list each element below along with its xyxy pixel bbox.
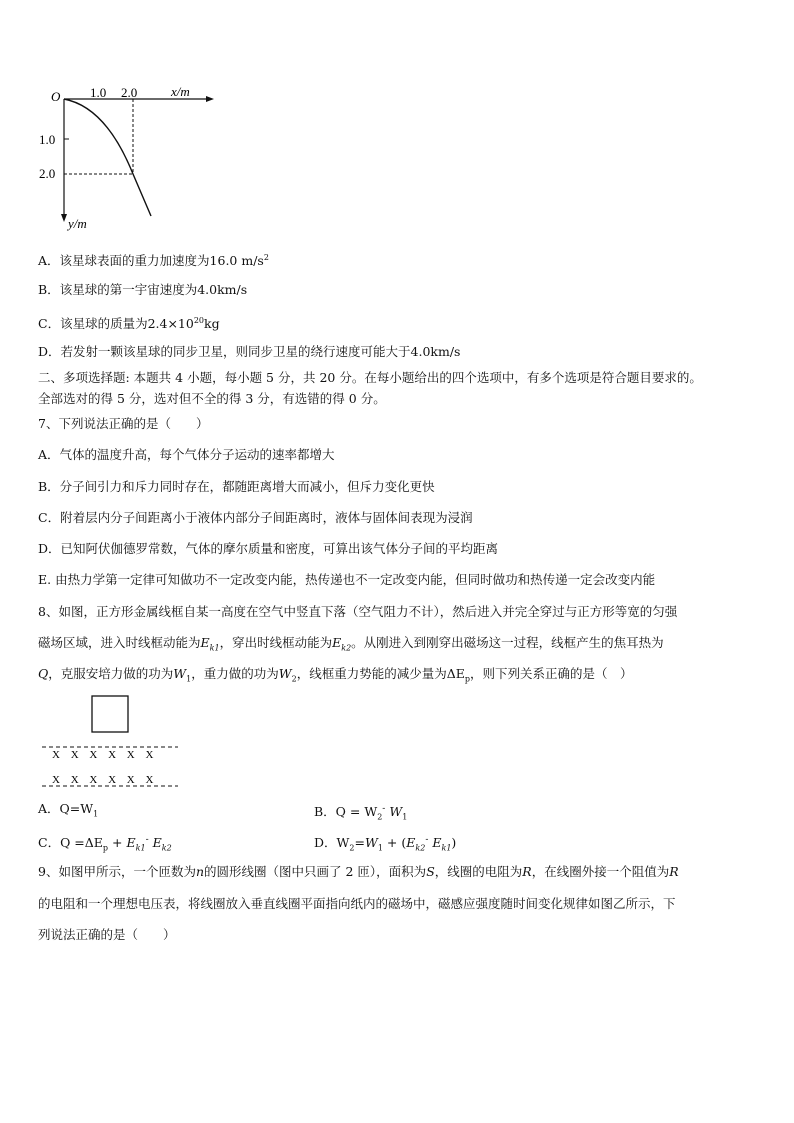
q6-option-d: D．若发射一颗该星球的同步卫星，则同步卫星的绕行速度可能大于4.0km/s [38, 344, 461, 359]
magnetic-field-figure [38, 690, 188, 790]
q8-stem-line3: Q，克服安培力做的功为$W_1$，重力做的功为$W_2$，线框重力势能的减少量为$\Delta E_p$，则下列关系正确的是（ ） [38, 666, 633, 684]
trajectory-curve [64, 99, 151, 216]
field-marks-row-2: X X X X X X [52, 774, 158, 786]
section-2-instructions: 二、多项选择题: 本题共 4 小题，每小题 5 分，共 20 分。在每小题给出的四个选项中，有多个选项是符合题目要求的。 [38, 370, 702, 385]
trajectory-graph [30, 82, 250, 232]
q6-option-c: C．该星球的质量为$2.4\times 10^{20}kg$ [38, 316, 220, 332]
q8-option-a: A．$Q=W_1$ [38, 801, 99, 819]
x-axis-label: x/m [171, 84, 190, 99]
section-2-instructions-cont: 全部选对的得 5 分，选对但不全的得 3 分，有选错的得 0 分。 [38, 391, 386, 406]
q7-option-b: B．分子间引力和斥力同时存在，都随距离增大而减小，但斥力变化更快 [38, 479, 435, 494]
q8-option-d: D．$W_2=W_1 + (E_{k2}^-$ $E_{k1}$) [314, 835, 457, 853]
q8-option-c: C．$Q =\Delta E_p + E_{k1}^-$ $E_{k2}$ [38, 835, 172, 853]
field-marks-row-1: X X X X X X [52, 749, 158, 761]
q7-option-d: D．已知阿伏伽德罗常数，气体的摩尔质量和密度，可算出该气体分子间的平均距离 [38, 541, 499, 556]
q7-option-e: E. 由热力学第一定律可知做功不一定改变内能，热传递也不一定改变内能，但同时做功和热传递一定会改变内能 [38, 572, 656, 587]
square-coil [92, 696, 128, 732]
q7-stem: 7、下列说法正确的是（ ） [38, 416, 209, 431]
q9-stem-line1: 9、如图甲所示，一个匝数为n的圆形线圈（图中只画了 2 匝），面积为S，线圈的电阻为R，在线圈外接一个阻值为R [38, 864, 679, 879]
q7-option-c: C．附着层内分子间距离小于液体内部分子间距离时，液体与固体间表现为浸润 [38, 510, 473, 525]
q8-stem-line2: 磁场区域，进入时线框动能为$E_{k1}$，穿出时线框动能为$E_{k2}$。从刚进入到刚穿出磁场这一过程，线框产生的焦耳热为 [38, 635, 664, 653]
q8-option-b: B．$Q = W_2^-$ $W_1$ [314, 804, 408, 822]
q6-option-b: B．该星球的第一宇宙速度为4.0km/s [38, 282, 248, 297]
x-tick-label-2: 2.0 [121, 85, 138, 100]
y-tick-label-1: 1.0 [39, 132, 56, 147]
x-axis-arrow [206, 96, 214, 102]
q6-option-a: A．该星球表面的重力加速度为16.0 $m/s^2$ [38, 253, 269, 269]
y-axis-arrow [61, 214, 67, 222]
origin-label: O [51, 89, 61, 104]
q8-stem-line1: 8、如图，正方形金属线框自某一高度在空气中竖直下落（空气阻力不计），然后进入并完全穿过与正方形等宽的匀强 [38, 604, 678, 619]
y-tick-label-2: 2.0 [39, 166, 56, 181]
x-tick-label-1: 1.0 [90, 85, 107, 100]
q7-option-a: A．气体的温度升高，每个气体分子运动的速率都增大 [38, 447, 335, 462]
q9-stem-line3: 列说法正确的是（ ） [38, 927, 176, 942]
q9-stem-line2: 的电阻和一个理想电压表，将线圈放入垂直线圈平面指向纸内的磁场中，磁感应强度随时间变化规律如图乙所示，下 [38, 896, 676, 911]
y-axis-label: y/m [68, 216, 87, 231]
